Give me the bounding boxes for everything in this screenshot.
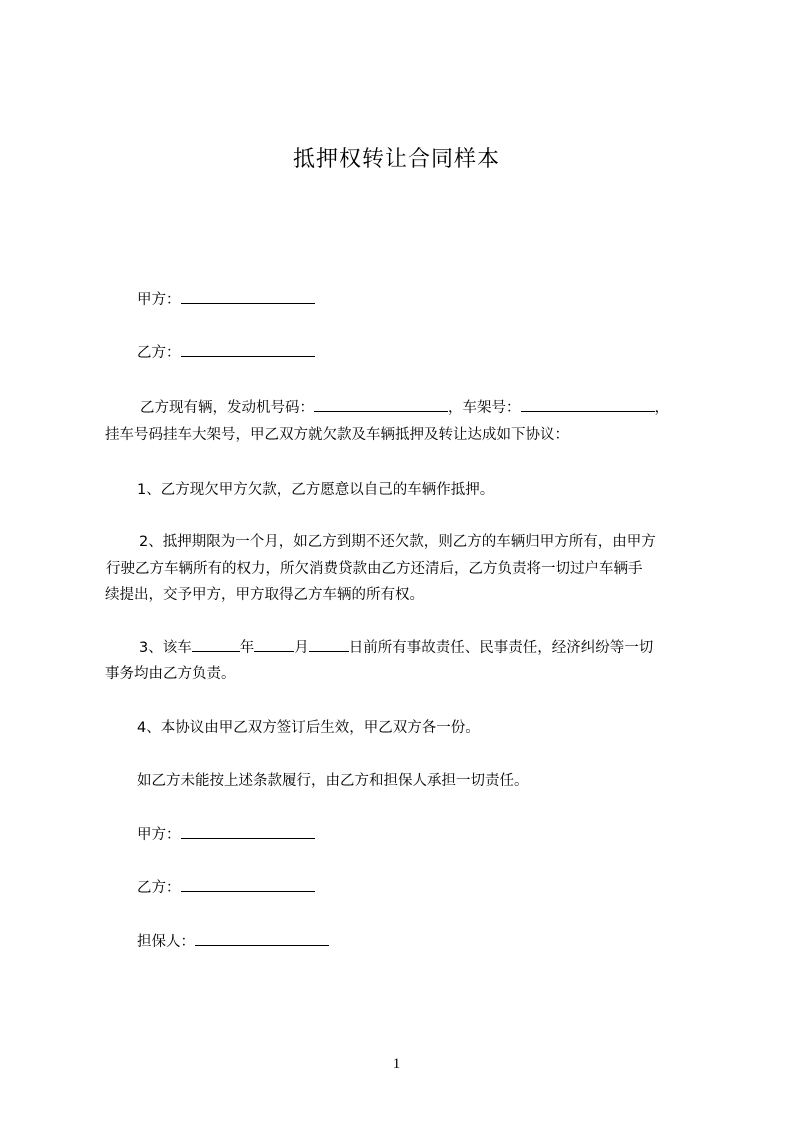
party-b-label: 乙方：	[137, 345, 181, 361]
clause-3-year-blank[interactable]	[192, 639, 240, 652]
party-b-blank[interactable]	[181, 344, 315, 357]
signature-party-b-label: 乙方：	[137, 880, 181, 896]
page-title: 抵押权转让合同样本	[292, 147, 500, 172]
clause-3-rest: 日前所有事故责任、民事责任，经济纠纷等一切	[348, 640, 654, 656]
signature-party-b-blank[interactable]	[181, 879, 315, 892]
clause-4: 4、本协议由甲乙双方签订后生效，甲乙双方各一份。	[137, 720, 480, 736]
party-a-blank[interactable]	[181, 291, 315, 304]
clause-2-line-1: 2、抵押期限为一个月，如乙方到期不还欠款，则乙方的车辆归甲方所有，由甲方	[139, 534, 656, 550]
frame-number-blank[interactable]	[521, 399, 655, 412]
signature-guarantor-label: 担保人：	[137, 934, 195, 950]
clause-3-month-label: 月	[294, 640, 309, 656]
signature-guarantor-blank[interactable]	[195, 933, 329, 946]
signature-guarantor-line	[137, 932, 329, 952]
clause-3-day-blank[interactable]	[309, 639, 349, 652]
clause-2-line-2: 行驶乙方车辆所有的权力，所欠消费贷款由乙方还清后，乙方负责将一切过户车辆手	[106, 561, 643, 577]
intro-part1: 乙方现有辆，发动机号码：	[140, 400, 314, 416]
signature-party-a-line	[137, 825, 315, 845]
signature-party-a-blank[interactable]	[181, 826, 315, 839]
intro-part2: ，车架号：	[448, 400, 521, 416]
clause-3-year-label: 年	[239, 640, 255, 656]
party-b-header-line	[137, 343, 315, 363]
party-a-header-line	[137, 290, 315, 310]
clause-3-line-1	[139, 638, 653, 658]
party-a-label: 甲方：	[137, 292, 181, 308]
clause-2-line-3: 续提出，交予甲方，甲方取得乙方车辆的所有权。	[105, 587, 424, 603]
engine-number-blank[interactable]	[314, 399, 448, 412]
clause-3-month-blank[interactable]	[254, 639, 294, 652]
page-number: 1	[392, 1056, 401, 1072]
signature-party-a-label: 甲方：	[137, 827, 181, 843]
clause-3-prefix: 3、该车	[139, 640, 192, 656]
intro-line-2: 挂车号码挂车大架号，甲乙双方就欠款及车辆抵押及转让达成如下协议：	[105, 427, 569, 443]
clause-3-line-2: 事务均由乙方负责。	[105, 666, 236, 682]
intro-line-1	[140, 398, 669, 418]
signature-party-b-line	[137, 878, 315, 898]
liability-statement: 如乙方未能按上述条款履行，由乙方和担保人承担一切责任。	[137, 773, 529, 789]
intro-part3: ，	[654, 400, 669, 416]
clause-1: 1、乙方现欠甲方欠款，乙方愿意以自己的车辆作抵押。	[137, 482, 495, 498]
